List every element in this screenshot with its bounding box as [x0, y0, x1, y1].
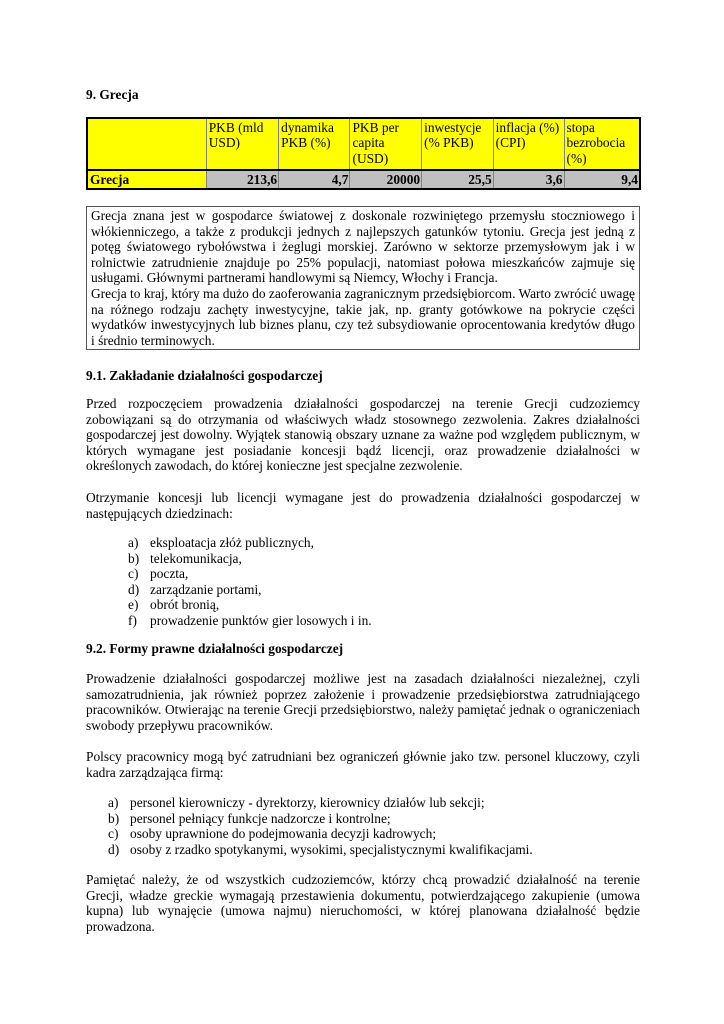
paragraph: Prowadzenie działalności gospodarczej możliwe jest na zasadach działalności niezależnej, czyli samozatrudnienia, jak również poprzez założenie i prowadzenie przedsiębiorstwa zatrudniającego pracowników. Otwierając na terenie Grecji przedsiębiorstwo, należy pamiętać jednak o ograniczeniach swobody przepływu pracowników.: [86, 671, 640, 733]
paragraph: Polscy pracownicy mogą być zatrudniani bez ograniczeń głównie jako tzw. personel kluczowy, czyli kadra zarządzająca firmą:: [86, 749, 640, 780]
table-row: [87, 170, 640, 189]
info-paragraph: Grecja znana jest w gospodarce światowej z doskonale rozwiniętego przemysłu stoczniowego i włókienniczego, a także z produkcji jednych z najlepszych gatunków tytoniu. Grecja jest jedną z potęg światowego rybołówstwa i żeglugi morskiej. Zarówno w sektorze przemysłowym jak i w rolnictwie zatrudnienie znajduje po 25% populacji, natomiast połowa mieszkańców zajmuje się usługami. Głównymi partnerami handlowymi są Niemcy, Włochy i Francja.: [91, 208, 635, 286]
cell-dynamika: 4,7: [279, 170, 350, 189]
cell-pkb-per-capita: 20000: [350, 170, 422, 189]
country-info-box: [86, 206, 640, 350]
list-marker: d): [128, 581, 140, 597]
cell-inwestycje: 25,5: [422, 170, 494, 189]
list-item: [108, 811, 533, 827]
list-marker: b): [128, 550, 140, 566]
paragraph: Otrzymanie koncesji lub licencji wymagane jest do prowadzenia działalności gospodarczej w następujących dziedzinach:: [86, 490, 640, 521]
table-header-inwestycje: inwestycje (% PKB): [422, 118, 494, 170]
licensed-domains-list: [128, 535, 372, 629]
list-item: [128, 613, 372, 629]
list-item: [128, 535, 372, 551]
list-marker: c): [108, 826, 119, 842]
cell-bezrobocie: 9,4: [564, 170, 640, 189]
list-item-text: personel kierowniczy - dyrektorzy, kierownicy działów lub sekcji;: [130, 795, 485, 810]
subsection-title: 9.1. Zakładanie działalności gospodarczej: [86, 368, 323, 383]
table-header-inflacja: inflacja (%) (CPI): [493, 118, 564, 170]
list-item-text: prowadzenie punktów gier losowych i in.: [150, 612, 372, 628]
row-label-country: Grecja: [87, 170, 206, 189]
list-marker: a): [108, 795, 119, 810]
list-item-text: zarządzanie portami,: [150, 581, 262, 597]
paragraph: Przed rozpoczęciem prowadzenia działalności gospodarczej na terenie Grecji cudzoziemcy zobowiązani są do otrzymania od właściwych władz stosownego zezwolenia. Zakres działalności gospodarczej jest dowolny. Wyjątek stanowią obszary uznane za ważne pod względem publicznym, w których wymagane jest posiadanie koncesji bądź licencji, oraz prowadzenie działalności w określonych zawodach, do której konieczne jest specjalne zezwolenie.: [86, 396, 640, 474]
section-title: 9. Grecja: [86, 87, 139, 102]
list-marker: b): [108, 810, 120, 826]
list-item: [108, 842, 533, 858]
list-item: [128, 582, 372, 598]
table-header-pkb-per-capita: PKB per capita (USD): [350, 118, 422, 170]
list-item-text: telekomunikacja,: [150, 550, 242, 566]
list-marker: a): [128, 535, 139, 550]
list-item: [128, 566, 372, 582]
paragraph: Pamiętać należy, że od wszystkich cudzoziemców, którzy chcą prowadzić działalność na terenie Grecji, władze greckie wymagają przestawienia dokumentu, potwierdzającego zakupienie (umowa kupna) lub wynajęcie (umowa najmu) nieruchomości, w której planowana działalność będzie prowadzona.: [86, 872, 640, 934]
list-item-text: poczta,: [150, 566, 189, 582]
list-item-text: personel pełniący funkcje nadzorcze i kontrolne;: [130, 810, 391, 826]
table-header-empty: [87, 118, 206, 170]
country-stats-table: [86, 117, 641, 190]
list-marker: f): [128, 612, 137, 628]
list-item-text: osoby z rzadko spotykanymi, wysokimi, specjalistycznymi kwalifikacjami.: [130, 841, 533, 857]
info-paragraph: Grecja to kraj, który ma dużo do zaoferowania zagranicznym przedsiębiorcom. Warto zwrócić uwagę na różnego rodzaju zachęty inwestycyjne, takie jak, np. granty gotówkowe na pokrycie części wydatków inwestycyjnych lub biznes planu, czy też subsydiowanie oprocentowania kredytów długo i średnio terminowych.: [91, 285, 635, 348]
list-item-text: eksploatacja złóż publicznych,: [150, 535, 314, 550]
list-item: [128, 597, 372, 613]
subsection-title: 9.2. Formy prawne działalności gospodarczej: [86, 641, 344, 656]
list-item: [108, 795, 533, 811]
cell-inflacja: 3,6: [493, 170, 564, 189]
table-header-bezrobocie: stopa bezrobocia (%): [564, 118, 640, 170]
list-item-text: obrót bronią,: [150, 597, 220, 613]
list-item: [128, 551, 372, 567]
list-marker: e): [128, 597, 139, 613]
key-personnel-list: [108, 795, 533, 857]
table-header-dynamika: dynamika PKB (%): [279, 118, 350, 170]
list-marker: d): [108, 841, 120, 857]
list-marker: c): [128, 566, 139, 582]
cell-pkb: 213,6: [206, 170, 278, 189]
table-header-row: [87, 118, 640, 170]
list-item: [108, 826, 533, 842]
list-item-text: osoby uprawnione do podejmowania decyzji kadrowych;: [130, 826, 437, 842]
table-header-pkb: PKB (mld USD): [206, 118, 278, 170]
